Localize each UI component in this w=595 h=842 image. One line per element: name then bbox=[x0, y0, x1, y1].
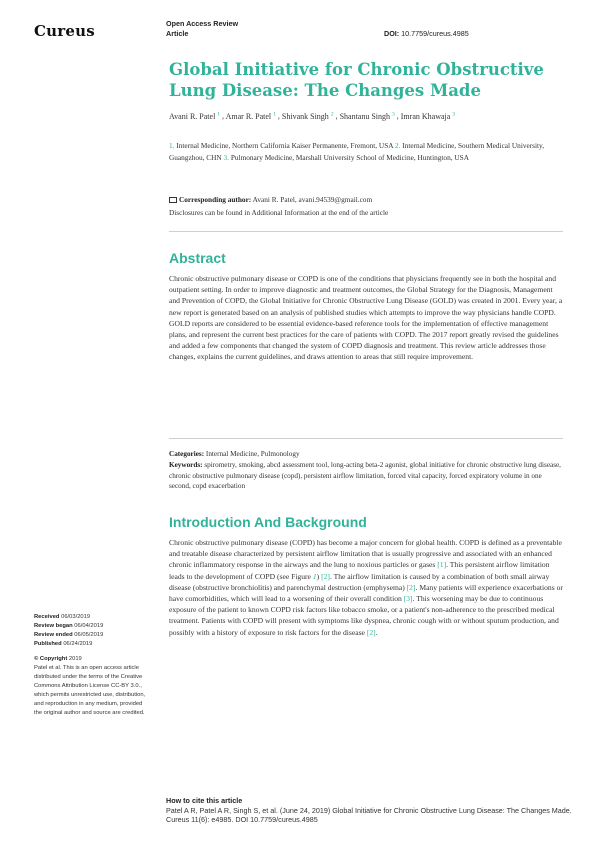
abstract-heading: Abstract bbox=[169, 250, 226, 266]
author[interactable]: Avani R. Patel $^1$ bbox=[169, 111, 221, 121]
envelope-icon bbox=[169, 197, 177, 203]
citation-link[interactable]: [2] bbox=[366, 627, 376, 637]
keywords: Keywords: spirometry, smoking, abcd assessment tool, long-acting beta-2 agonist, global initiative for chronic obstructive lung disease, chronic obstructive pulmonary disease (copd), persistent airflow limitation, forced vital capacity, forced expiratory volume in one second, copd exacerbation bbox=[169, 460, 561, 491]
doi-value[interactable]: 10.7759/cureus.4985 bbox=[401, 29, 469, 38]
doi[interactable] bbox=[384, 29, 469, 38]
categories: Categories: Internal Medicine, Pulmonology Keywords: spirometry, smoking, abcd assessment tool, long-acting beta-2 agonist, global initiative for chronic obstructive lung disease, chronic obstructive pulmonary disease (copd), persistent airflow limitation, forced vital capacity, forced expiratory volume in one second, copd exacerbation bbox=[169, 449, 564, 492]
citation-link[interactable]: [3] bbox=[403, 594, 413, 604]
figure-link[interactable]: 1 bbox=[312, 571, 317, 581]
citation-link[interactable]: [1] bbox=[437, 560, 447, 570]
doi-label: DOI: bbox=[384, 29, 400, 38]
author[interactable]: Amar R. Patel $^1$ bbox=[225, 111, 276, 121]
article-history: Received 06/03/2019 Review began 06/04/2019 Review ended 06/05/2019 Published 06/24/2019 © Copyright 2019 Patel et al. This is an open access article distributed under the terms of the Creative Commons Attribution License CC-BY 3.0., which permits unrestricted use, distribution, and reproduction in any medium, provided the original author and source are credited. bbox=[34, 614, 146, 716]
license-text: Patel et al. This is an open access article distributed under the terms of the Creative Commons Attribution License CC-BY 3.0., which permits unrestricted use, distribution, and reproduction in any medium, provided the original author and source are credited. bbox=[34, 665, 146, 716]
citation-link[interactable]: [2] bbox=[406, 582, 416, 592]
intro-text: Chronic obstructive pulmonary disease (COPD) has become a major concern for global health. COPD is defined as a preventable and treatable disease characterized by persistent airflow limitation that is usually progressive and associated with an enhanced chronic inflammatory response in the airways and the lung to noxious particles or gases [1]. This persistent airflow limitation leads to the development of COPD (see Figure 1) [2]. The airflow limitation is caused by a combination of both small airway disease (obstructive bronchiolitis) and parenchymal destruction (emphysema) [2]. Many patients will experience exacerbations or have comorbidities, which will lead to a worsening of their overall condition [3]. This worsening may be due to continuous exposure of the patient to known COPD risk factors like tobacco smoke, or a patient's non-adherence to the prescribed medical treatment. Patients with COPD will present with symptoms like dyspnea, chronic cough with or without sputum production, and possibly with a history of exposure to risk factors for the disease [2]. bbox=[169, 538, 563, 637]
author[interactable]: Shivank Singh $^2$ bbox=[281, 111, 334, 121]
intro-heading: Introduction And Background bbox=[169, 514, 367, 530]
journal-logo: Cureus bbox=[34, 22, 95, 40]
citation-footer: How to cite this article Patel A R, Patel A R, Singh S, et al. (June 24, 2019) Global Initiative for Chronic Obstructive Lung Disease: The Changes Made. Cureus 11(6): e4985. DOI 10.7759/cureus.4985 bbox=[166, 796, 572, 825]
citation-link[interactable]: [2] bbox=[321, 571, 330, 581]
article-title: Global Initiative for Chronic Obstructive Lung Disease: The Changes Made bbox=[169, 60, 544, 100]
divider bbox=[169, 231, 563, 232]
affiliations: 1. Internal Medicine, Northern California Kaiser Permanente, Fremont, USA 2. Internal Medicine, Southern Medical University, Guangzhou, CHN 3. Pulmonary Medicine, Marshall University School of Medicine, Huntington, USA bbox=[169, 141, 545, 163]
disclosures: Disclosures can be found in Additional Information at the end of the article bbox=[169, 207, 389, 217]
author[interactable]: Imran Khawaja $^3$ bbox=[400, 111, 456, 121]
author[interactable]: Shantanu Singh $^3$ bbox=[339, 111, 395, 121]
author-email[interactable]: Avani R. Patel, avani.94539@gmail.com bbox=[252, 195, 373, 204]
divider bbox=[169, 438, 563, 439]
abstract-text: Chronic obstructive pulmonary disease or COPD is one of the conditions that physicians frequently see in both the hospital and outpatient setting. In order to improve diagnostic and treatment outcomes, the Global Strategy for the Diagnosis, Management and Prevention of COPD, the Global Initiative for Chronic Obstructive Lung Disease (GOLD) was created in 2001. Every year, a new report is generated based on an analysis of published studies which attempts to improve the way physicians handle COPD. GOLD reports are considered to be essential evidence-based reference tools for the implementation of effective management plans, and represent the current best practices for the care of patients with COPD. The 2017 report greatly revised the guidelines and added a few components that changed the system of COPD diagnosis and treatment. This review article addresses those changes, explains the current guidelines, and draws attention to areas that still require improvement. bbox=[169, 274, 563, 362]
corresponding-author: Corresponding author: Avani R. Patel, avani.94539@gmail.com Disclosures can be found in Additional Information at the end of the article bbox=[169, 194, 564, 219]
type-label: Article bbox=[166, 29, 189, 38]
author-list: Avani R. Patel $^1$ , Amar R. Patel $^1$ , Shivank Singh $^2$ , Shantanu Singh $^3$ , Imran Khawaja $^3$ bbox=[169, 111, 456, 121]
article-type bbox=[166, 19, 238, 39]
access-label: Open Access Review bbox=[166, 19, 239, 28]
